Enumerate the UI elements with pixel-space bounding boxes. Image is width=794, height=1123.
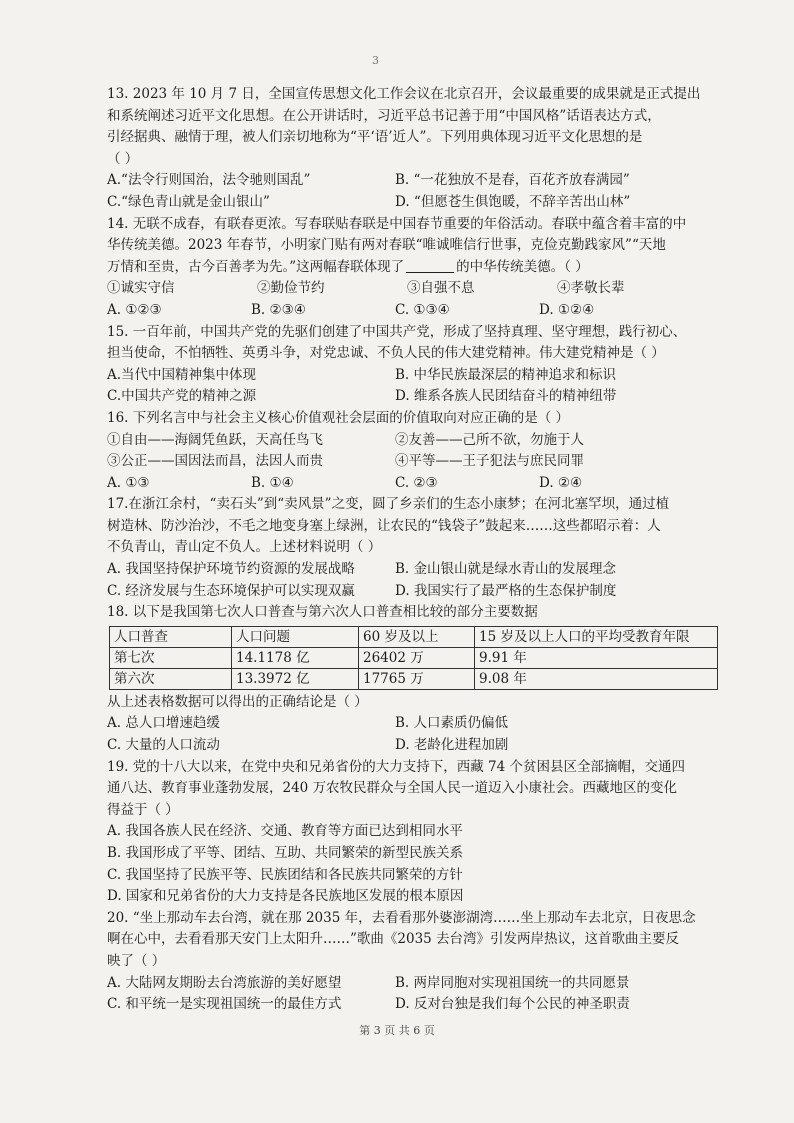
table-header-cell: 人口问题 — [232, 626, 359, 647]
q18-option-d: D. 老龄化进程加剧 — [395, 737, 509, 754]
q15-option-b: B. 中华民族最深层的精神追求和标识 — [395, 366, 617, 383]
q19-option-c: C. 我国坚持了民族平等、民族团结和各民族共同繁荣的方针 — [107, 866, 463, 883]
table-cell: 第六次 — [110, 668, 232, 689]
table-cell: 17765 万 — [359, 668, 475, 689]
q17-option-b: B. 金山银山就是绿水青山的发展理念 — [395, 561, 617, 578]
q14-option-a: A. ①②③ — [107, 301, 162, 318]
q15-line-1: 15. 一百年前，中国共产党的先驱们创建了中国共产党，形成了坚持真理、坚守理想，践行初心、 — [107, 323, 687, 340]
q16-option-a: A. ①③ — [107, 474, 150, 491]
q13-option-a: A.“法令行则国治，法令驰则国乱” — [107, 172, 311, 189]
q18-line-1: 18. 以下是我国第七次人口普查与第六次人口普查相比较的部分主要数据 — [107, 604, 538, 621]
q20-options-row-2 — [107, 994, 732, 1016]
q16-items-row-2 — [107, 451, 732, 473]
q13-line-1: 13. 2023 年 10 月 7 日，全国宣传思想文化工作会议在北京召开，会议最重要的成果就是正式提出 — [107, 86, 701, 102]
q15-options-row-2 — [107, 386, 732, 408]
page-number-top: 3 — [372, 54, 379, 67]
table-header-cell: 人口普查 — [110, 626, 232, 647]
table-cell: 14.1178 亿 — [232, 647, 359, 668]
q15-option-a: A.当代中国精神集中体现 — [107, 366, 257, 383]
q15-option-d: D. 维系各族人民团结奋斗的精神纽带 — [395, 388, 617, 405]
q16-options — [107, 473, 732, 495]
q13-option-b: B. “一花独放不是春，百花齐放春满园” — [395, 172, 630, 189]
q14-item-1: ①诚实守信 — [107, 280, 175, 297]
q15-options-row-1 — [107, 365, 732, 387]
q13-line-4: （ ） — [107, 150, 139, 167]
table-cell: 第七次 — [110, 647, 232, 668]
q17-option-c: C. 经济发展与生态环境保护可以实现双赢 — [107, 582, 355, 599]
q20-option-c: C. 和平统一是实现祖国统一的最佳方式 — [107, 996, 342, 1013]
q14-line-3-pre: 万情和至贵，古今百善孝为先。”这两幅春联体现了 — [107, 258, 405, 275]
table-header-row — [110, 626, 718, 647]
census-table — [109, 626, 718, 690]
q14-line-3-post: 的中华传统美德。（ ） — [456, 258, 589, 275]
q18-options-row-1 — [107, 713, 732, 735]
table-cell: 9.08 年 — [475, 668, 718, 689]
q20-option-d: D. 反对台独是我们每个公民的神圣职责 — [395, 996, 630, 1013]
q16-items-row-1 — [107, 430, 732, 452]
exam-content — [107, 84, 732, 1016]
question-20 — [107, 908, 732, 1016]
q16-option-b: B. ①④ — [251, 474, 294, 491]
table-row — [110, 668, 718, 689]
table-cell: 26402 万 — [359, 647, 475, 668]
q19-option-b: B. 我国形成了平等、团结、互助、共同繁荣的新型民族关系 — [107, 845, 464, 861]
q15-option-c: C.中国共产党的精神之源 — [107, 388, 257, 405]
q20-option-b: B. 两岸同胞对实现祖国统一的共同愿景 — [395, 974, 630, 991]
q18-question: 从上述表格数据可以得出的正确结论是（ ） — [107, 693, 368, 710]
q14-item-4: ④孝敬长辈 — [557, 280, 625, 297]
q17-option-d: D. 我国实行了最严格的生态保护制度 — [395, 582, 617, 599]
q18-option-a: A. 总人口增速趋缓 — [107, 715, 220, 732]
q14-item-3: ③自强不息 — [407, 280, 475, 297]
table-cell: 13.3972 亿 — [232, 668, 359, 689]
q19-line-2: 通八达、教育事业蓬勃发展，240 万农牧民群众与全国人民一道迈入小康社会。西藏地区的变化 — [107, 780, 678, 797]
q14-option-d: D. ①②④ — [539, 301, 595, 318]
q14-option-b: B. ②③④ — [251, 301, 306, 318]
q13-line-2: 和系统阐述习近平文化思想。在公开讲话时，习近平总书记善于用“中国风格”话语表达方式， — [107, 107, 661, 124]
q20-option-a: A. 大陆网友期盼去台湾旅游的美好愿望 — [107, 974, 342, 991]
q14-items — [107, 278, 732, 300]
q20-options-row-1 — [107, 973, 732, 995]
q17-options-row-2 — [107, 581, 732, 603]
q16-option-d: D. ②④ — [539, 474, 583, 491]
question-18 — [107, 602, 732, 756]
table-cell: 9.91 年 — [475, 647, 718, 668]
q13-option-d: D. “但愿苍生俱饱暖，不辞辛苦出山林” — [395, 193, 631, 210]
table-row — [110, 647, 718, 668]
page-footer: 第 3 页 共 6 页 — [359, 1024, 435, 1037]
q17-line-2: 树造林、防沙治沙，不毛之地变身塞上绿洲，让农民的“钱袋子”鼓起来……这些都昭示着：人 — [107, 517, 661, 534]
q13-options-row-2 — [107, 192, 732, 214]
q13-option-c: C.“绿色青山就是金山银山” — [107, 193, 270, 210]
q14-line-1: 14. 无联不成春，有联春更浓。写春联贴春联是中国春节重要的年俗活动。春联中蕴含着丰富的中 — [107, 215, 687, 232]
q17-line-3: 不负青山，青山定不负人。上述材料说明（ ） — [107, 539, 382, 556]
question-13 — [107, 84, 732, 214]
q14-item-2: ②勤俭节约 — [257, 280, 325, 297]
table-header-cell: 60 岁及以上 — [359, 626, 475, 647]
q18-option-c: C. 大量的人口流动 — [107, 737, 220, 754]
q17-line-1: 17.在浙江余村，“卖石头”到“卖风景”之变，圆了乡亲们的生态小康梦；在河北塞罕坝，通过植 — [107, 496, 670, 513]
q19-option-a: A. 我国各族人民在经济、交通、教育等方面已达到相同水平 — [107, 823, 463, 840]
q20-line-2: 啊在心中，去看看那天安门上太阳升……”歌曲《2035 去台湾》引发两岸热议，这首歌曲主要反 — [107, 931, 680, 948]
question-16 — [107, 408, 732, 494]
table-header-cell: 15 岁及以上人口的平均受教育年限 — [475, 626, 718, 647]
q16-option-c: C. ②③ — [395, 474, 438, 491]
fill-blank — [406, 258, 454, 273]
q20-line-1: 20. “坐上那动车去台湾，就在那 2035 年，去看看那外婆澎湖湾……坐上那动车去北京，日夜思念 — [107, 909, 696, 926]
q17-option-a: A. 我国坚持保护环境节约资源的发展战略 — [107, 561, 355, 578]
question-17 — [107, 494, 732, 602]
q16-line-1: 16. 下列名言中与社会主义核心价值观社会层面的价值取向对应正确的是（ ） — [107, 409, 570, 426]
q13-options-row-1 — [107, 170, 732, 192]
q16-item-2: ②友善——己所不欲，勿施于人 — [395, 431, 584, 448]
q16-item-3: ③公正——国因法而昌，法因人而贵 — [107, 453, 323, 470]
question-15 — [107, 322, 732, 408]
q16-item-4: ④平等——王子犯法与庶民同罪 — [395, 453, 584, 470]
q14-option-c: C. ①③④ — [395, 301, 450, 318]
q14-line-2: 华传统美德。2023 年春节，小明家门贴有两对春联“唯诚唯信行世事，克俭克勤践家风”“天地 — [107, 237, 666, 254]
q19-line-3: 得益于（ ） — [107, 801, 179, 818]
question-14 — [107, 214, 732, 322]
q18-options-row-2 — [107, 735, 732, 757]
q14-line-3 — [107, 257, 732, 279]
q19-line-1: 19. 党的十八大以来，在党中央和兄弟省份的大力支持下，西藏 74 个贫困县区全部摘帽，交通四 — [107, 758, 686, 775]
question-19 — [107, 757, 732, 908]
q20-line-3: 映了（ ） — [107, 952, 166, 969]
q14-options — [107, 300, 732, 322]
q13-line-3: 引经据典、融情于理，被人们亲切地称为“平‘语’近人”。下列用典体现习近平文化思想的是 — [107, 129, 643, 146]
q16-item-1: ①自由——海阔凭鱼跃，天高任鸟飞 — [107, 431, 323, 448]
q19-option-d: D. 国家和兄弟省份的大力支持是各民族地区发展的根本原因 — [107, 888, 464, 905]
q17-options-row-1 — [107, 559, 732, 581]
q15-line-2: 担当使命，不怕牺牲、英勇斗争，对党忠诚、不负人民的伟大建党精神。伟大建党精神是（ ） — [107, 345, 665, 362]
q18-option-b: B. 人口素质仍偏低 — [395, 715, 509, 732]
